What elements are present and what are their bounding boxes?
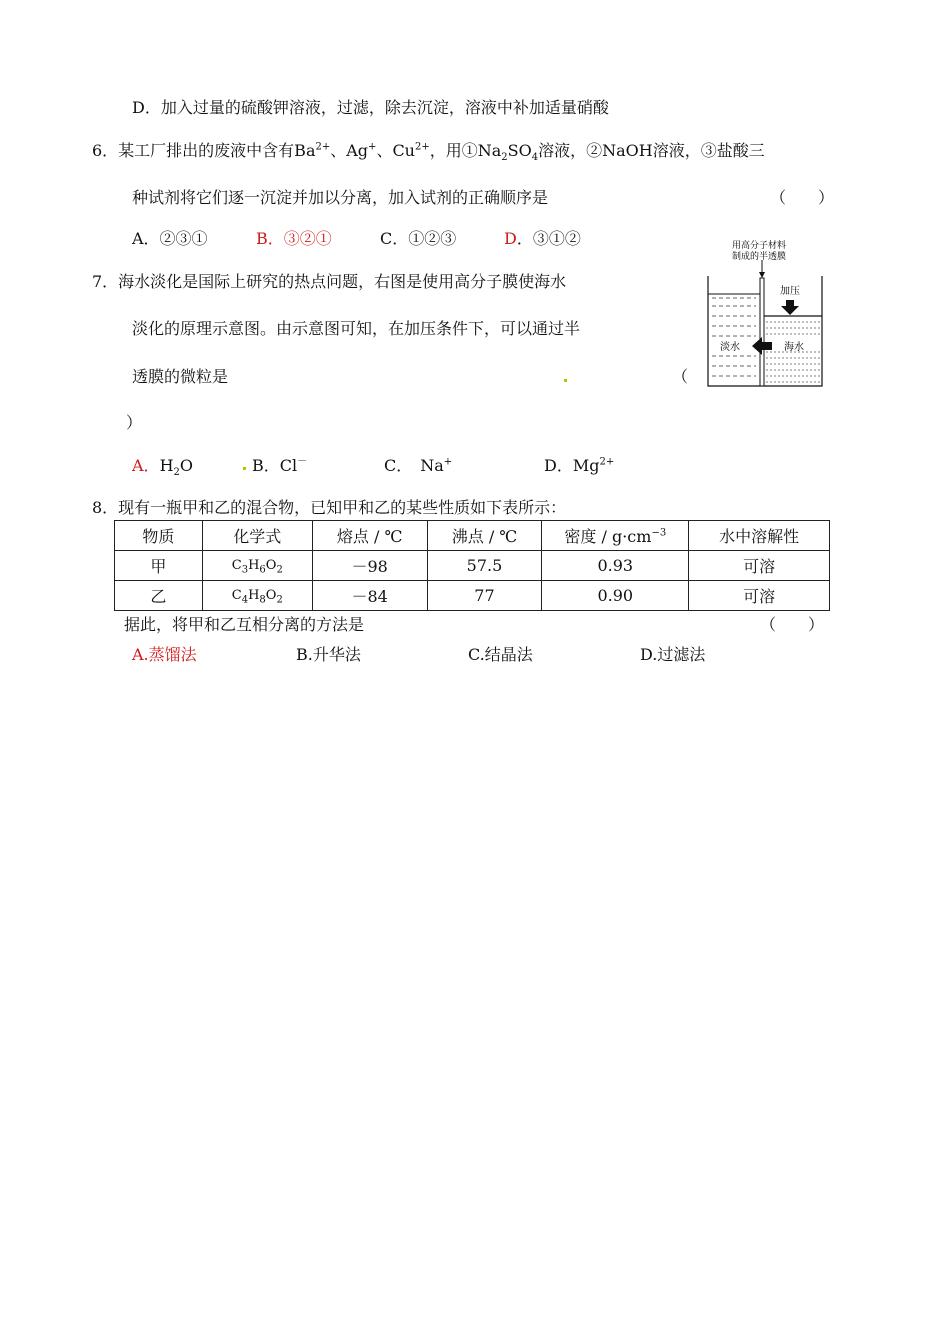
q6-option-d-text: ．③①② [516,229,581,248]
q8-option-b: B.升华法 [296,645,361,664]
header-melting-point: 熔点 / ℃ [312,521,427,551]
table-row: 乙 $C_4H_8O_2$ －84 77 0.90 可溶 [115,581,830,611]
q8-answer-paren: （ ） [760,615,825,634]
header-substance: 物质 [115,521,203,551]
q7-paren-close: ） [126,413,143,432]
q6-answer-paren: （ ） [770,188,835,207]
diagram-pressure-label: 加压 [780,286,800,297]
q6-stem-line2: 种试剂将它们逐一沉淀并加以分离，加入试剂的正确顺序是 [132,188,549,207]
q7-option-d: D．$Mg^{2+}$ [544,456,615,475]
q6-option-b: B．③②① [256,229,332,248]
q7-stem-line2: 淡化的原理示意图。由示意图可知，在加压条件下，可以通过半 [132,319,581,338]
header-density: 密度 / $g\cdot cm^{-3}$ [542,521,689,551]
q7-stem-line1: 7．海水淡化是国际上研究的热点问题，右图是使用高分子膜使海水 [92,272,567,291]
q7-option-a: A．$H_2O$ [132,456,194,479]
q7-option-c: C． Na+ [384,456,453,475]
q7-paren-open: （ [672,367,689,386]
q8-option-d: D.过滤法 [640,645,706,664]
q6-option-d: D．③①② [504,229,581,248]
header-solubility: 水中溶解性 [689,521,830,551]
q7-option-b: B．Cl－ [252,456,308,475]
desalination-diagram [700,236,840,396]
table-row: 甲 $C_3H_6O_2$ －98 57.5 0.93 可溶 [115,551,830,581]
header-formula: 化学式 [202,521,312,551]
q8-option-c: C.结晶法 [468,645,533,664]
formula-cell: $C_3H_6O_2$ [202,551,312,581]
q5-option-d: D．加入过量的硫酸钾溶液，过滤，除去沉淀，溶液中补加适量硝酸 [132,98,609,117]
diagram-sea-water-label: 海水 [784,342,804,353]
q8-option-a: A.蒸馏法 [132,645,197,664]
flow-arrow-icon [752,337,772,355]
q8-conclusion: 据此，将甲和乙互相分离的方法是 [124,615,365,634]
diagram-caption-line2: 制成的半透膜 [732,252,787,262]
formula-cell: $C_4H_8O_2$ [202,581,312,611]
q7-stem-line3: 透膜的微粒是 [132,367,229,386]
q8-stem: 8．现有一瓶甲和乙的混合物，已知甲和乙的某些性质如下表所示： [92,498,567,517]
q6-option-c: C．①②③ [380,229,457,248]
q6-stem-line1: 6．某工厂排出的废液中含有$Ba^{2+}$、Ag+、$Cu^{2+}$，用$①Na_2SO_4$溶液，②NaOH溶液，③盐酸三 [92,141,765,164]
table-header-row [115,521,830,551]
marker-dot [564,379,567,382]
q6-option-a: A．②③① [132,229,208,248]
fresh-water-hatching [712,298,756,376]
diagram-fresh-water-label: 淡水 [720,342,740,353]
marker-dot [243,467,246,470]
header-boiling-point: 沸点 / ℃ [427,521,542,551]
diagram-caption-line1: 用高分子材料 [732,241,787,251]
pressure-arrow-icon [781,300,799,315]
properties-table [114,520,830,611]
